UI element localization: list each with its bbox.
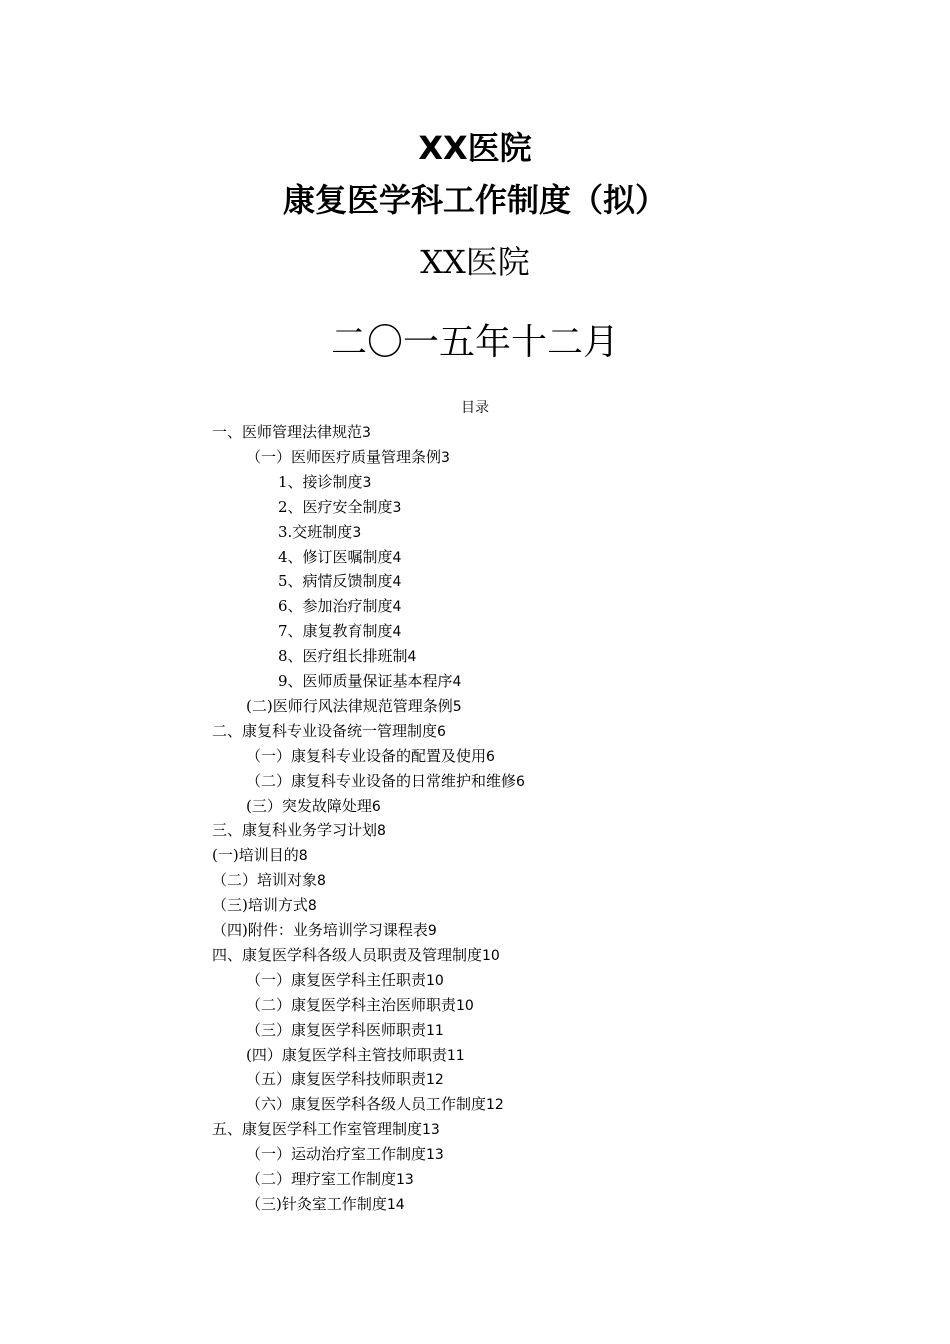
toc-entry-title: （一）康复医学科主任职责 xyxy=(246,971,427,989)
toc-entry[interactable] xyxy=(212,893,317,917)
toc-entry[interactable] xyxy=(278,594,401,618)
toc-entry[interactable] xyxy=(246,968,444,992)
toc-entry[interactable] xyxy=(246,993,474,1017)
toc-entry[interactable] xyxy=(246,769,525,793)
toc-entry-title: （五）康复医学科技师职责 xyxy=(246,1070,427,1088)
toc-entry-title: 三、康复科业务学习计划 xyxy=(212,821,378,839)
toc-entry-title: （四)附件：业务培训学习课程表 xyxy=(212,921,428,939)
toc-entry-title: (四）康复医学科主管技师职责 xyxy=(246,1046,447,1064)
toc-entry-page: 8 xyxy=(298,848,308,864)
toc-entry-title: （一）医师医疗质量管理条例 xyxy=(246,448,442,466)
toc-entry-page: 3 xyxy=(352,525,362,541)
toc-entry-page: 13 xyxy=(396,1172,414,1188)
toc-entry-page: 6 xyxy=(371,799,381,815)
toc-entry-page: 11 xyxy=(426,1023,444,1039)
toc-entry-page: 4 xyxy=(407,649,417,665)
toc-entry[interactable] xyxy=(212,719,446,743)
toc-entry-title: 3.交班制度 xyxy=(278,523,353,541)
toc-entry-page: 14 xyxy=(386,1197,405,1213)
toc-entry-page: 5 xyxy=(452,699,462,715)
toc-entry-page: 8 xyxy=(317,873,326,889)
toc-entry-page: 6 xyxy=(486,749,495,765)
toc-entry[interactable] xyxy=(278,495,401,519)
toc-entry-title: (二)医师行风法律规范管理条例 xyxy=(246,697,453,715)
toc-entry[interactable] xyxy=(246,744,495,768)
toc-entry[interactable] xyxy=(278,545,401,569)
hospital-title: XX医院 xyxy=(418,129,532,167)
toc-entry[interactable] xyxy=(246,1092,504,1116)
toc-entry-page: 4 xyxy=(452,674,462,690)
toc-entry-page: 4 xyxy=(392,550,402,566)
toc-entry[interactable] xyxy=(246,1167,414,1191)
toc-entry[interactable] xyxy=(246,445,450,469)
document-date: 二〇一五年十二月 xyxy=(330,322,619,363)
toc-entry[interactable] xyxy=(246,794,381,818)
toc-entry[interactable] xyxy=(212,420,371,444)
toc-entry[interactable] xyxy=(278,569,401,593)
toc-entry-page: 4 xyxy=(392,624,402,640)
toc-entry-page: 8 xyxy=(377,823,386,839)
toc-entry-title: (一)培训目的 xyxy=(212,846,299,864)
toc-entry-title: 6、参加治疗制度 xyxy=(278,597,393,615)
toc-entry-page: 13 xyxy=(426,1147,444,1163)
toc-entry[interactable] xyxy=(212,843,308,867)
toc-entry-page: 12 xyxy=(426,1072,444,1088)
toc-entry[interactable] xyxy=(212,818,386,842)
toc-entry-page: 9 xyxy=(427,923,437,939)
toc-entry-title: （三)针灸室工作制度 xyxy=(246,1195,387,1213)
toc-entry[interactable] xyxy=(246,694,462,718)
toc-entry-title: （三)培训方式 xyxy=(212,896,308,914)
toc-entry-page: 12 xyxy=(486,1097,504,1113)
toc-entry[interactable] xyxy=(212,868,326,892)
toc-entry-title: 1、接诊制度 xyxy=(278,473,363,491)
toc-entry-title: (三）突发故障处理 xyxy=(246,797,372,815)
toc-entry-page: 10 xyxy=(426,973,444,989)
toc-entry-page: 10 xyxy=(456,998,474,1014)
toc-entry-page: 4 xyxy=(392,574,402,590)
organization-name: XX医院 xyxy=(420,243,530,281)
toc-entry[interactable] xyxy=(278,520,361,544)
toc-entry[interactable] xyxy=(212,918,437,942)
toc-entry-title: 四、康复医学科各级人员职责及管理制度 xyxy=(212,946,483,964)
toc-entry-page: 4 xyxy=(392,599,402,615)
toc-entry-title: 一、医师管理法律规范 xyxy=(212,423,363,441)
toc-entry-page: 6 xyxy=(437,724,446,740)
toc-entry[interactable] xyxy=(278,619,401,643)
toc-entry[interactable] xyxy=(246,1142,444,1166)
toc-entry[interactable] xyxy=(212,943,500,967)
toc-entry-title: 8、医疗组长排班制 xyxy=(278,647,408,665)
toc-entry-title: （二）康复医学科主治医师职责 xyxy=(246,996,457,1014)
toc-entry-page: 3 xyxy=(362,425,371,441)
toc-entry[interactable] xyxy=(246,1192,405,1216)
toc-entry-title: （三）康复医学科医师职责 xyxy=(246,1021,427,1039)
toc-entry-page: 10 xyxy=(482,948,500,964)
toc-entry[interactable] xyxy=(278,470,371,494)
toc-entry-title: （二）康复科专业设备的日常维护和维修 xyxy=(246,772,517,790)
document-title: 康复医学科工作制度（拟） xyxy=(282,181,667,219)
toc-entry-page: 3 xyxy=(441,450,450,466)
toc-entry-page: 11 xyxy=(446,1048,465,1064)
toc-entry-title: （二）培训对象 xyxy=(212,871,318,889)
toc-entry-title: 五、康复医学科工作室管理制度 xyxy=(212,1120,423,1138)
toc-entry[interactable] xyxy=(246,1018,444,1042)
toc-entry[interactable] xyxy=(246,1067,444,1091)
toc-entry-page: 13 xyxy=(422,1122,440,1138)
toc-entry-title: 2、医疗安全制度 xyxy=(278,498,393,516)
toc-entry-title: （一）康复科专业设备的配置及使用 xyxy=(246,747,487,765)
toc-entry-title: （一）运动治疗室工作制度 xyxy=(246,1145,427,1163)
toc-entry-page: 3 xyxy=(362,475,372,491)
toc-entry-page: 8 xyxy=(307,898,317,914)
toc-entry-page: 6 xyxy=(516,774,525,790)
toc-entry-title: 5、病情反馈制度 xyxy=(278,572,393,590)
toc-entry-title: （二）理疗室工作制度 xyxy=(246,1170,397,1188)
toc-entry[interactable] xyxy=(278,669,461,693)
toc-entry[interactable] xyxy=(246,1043,465,1067)
toc-entry-title: 4、修订医嘱制度 xyxy=(278,548,393,566)
toc-entry-title: 9、医师质量保证基本程序 xyxy=(278,672,453,690)
toc-entry-title: 7、康复教育制度 xyxy=(278,622,393,640)
toc-entry-title: 二、康复科专业设备统一管理制度 xyxy=(212,722,438,740)
toc-entry-title: （六）康复医学科各级人员工作制度 xyxy=(246,1095,487,1113)
toc-entry[interactable] xyxy=(212,1117,440,1141)
toc-heading: 目录 xyxy=(461,400,489,416)
toc-entry-page: 3 xyxy=(392,500,402,516)
toc-entry[interactable] xyxy=(278,644,416,668)
